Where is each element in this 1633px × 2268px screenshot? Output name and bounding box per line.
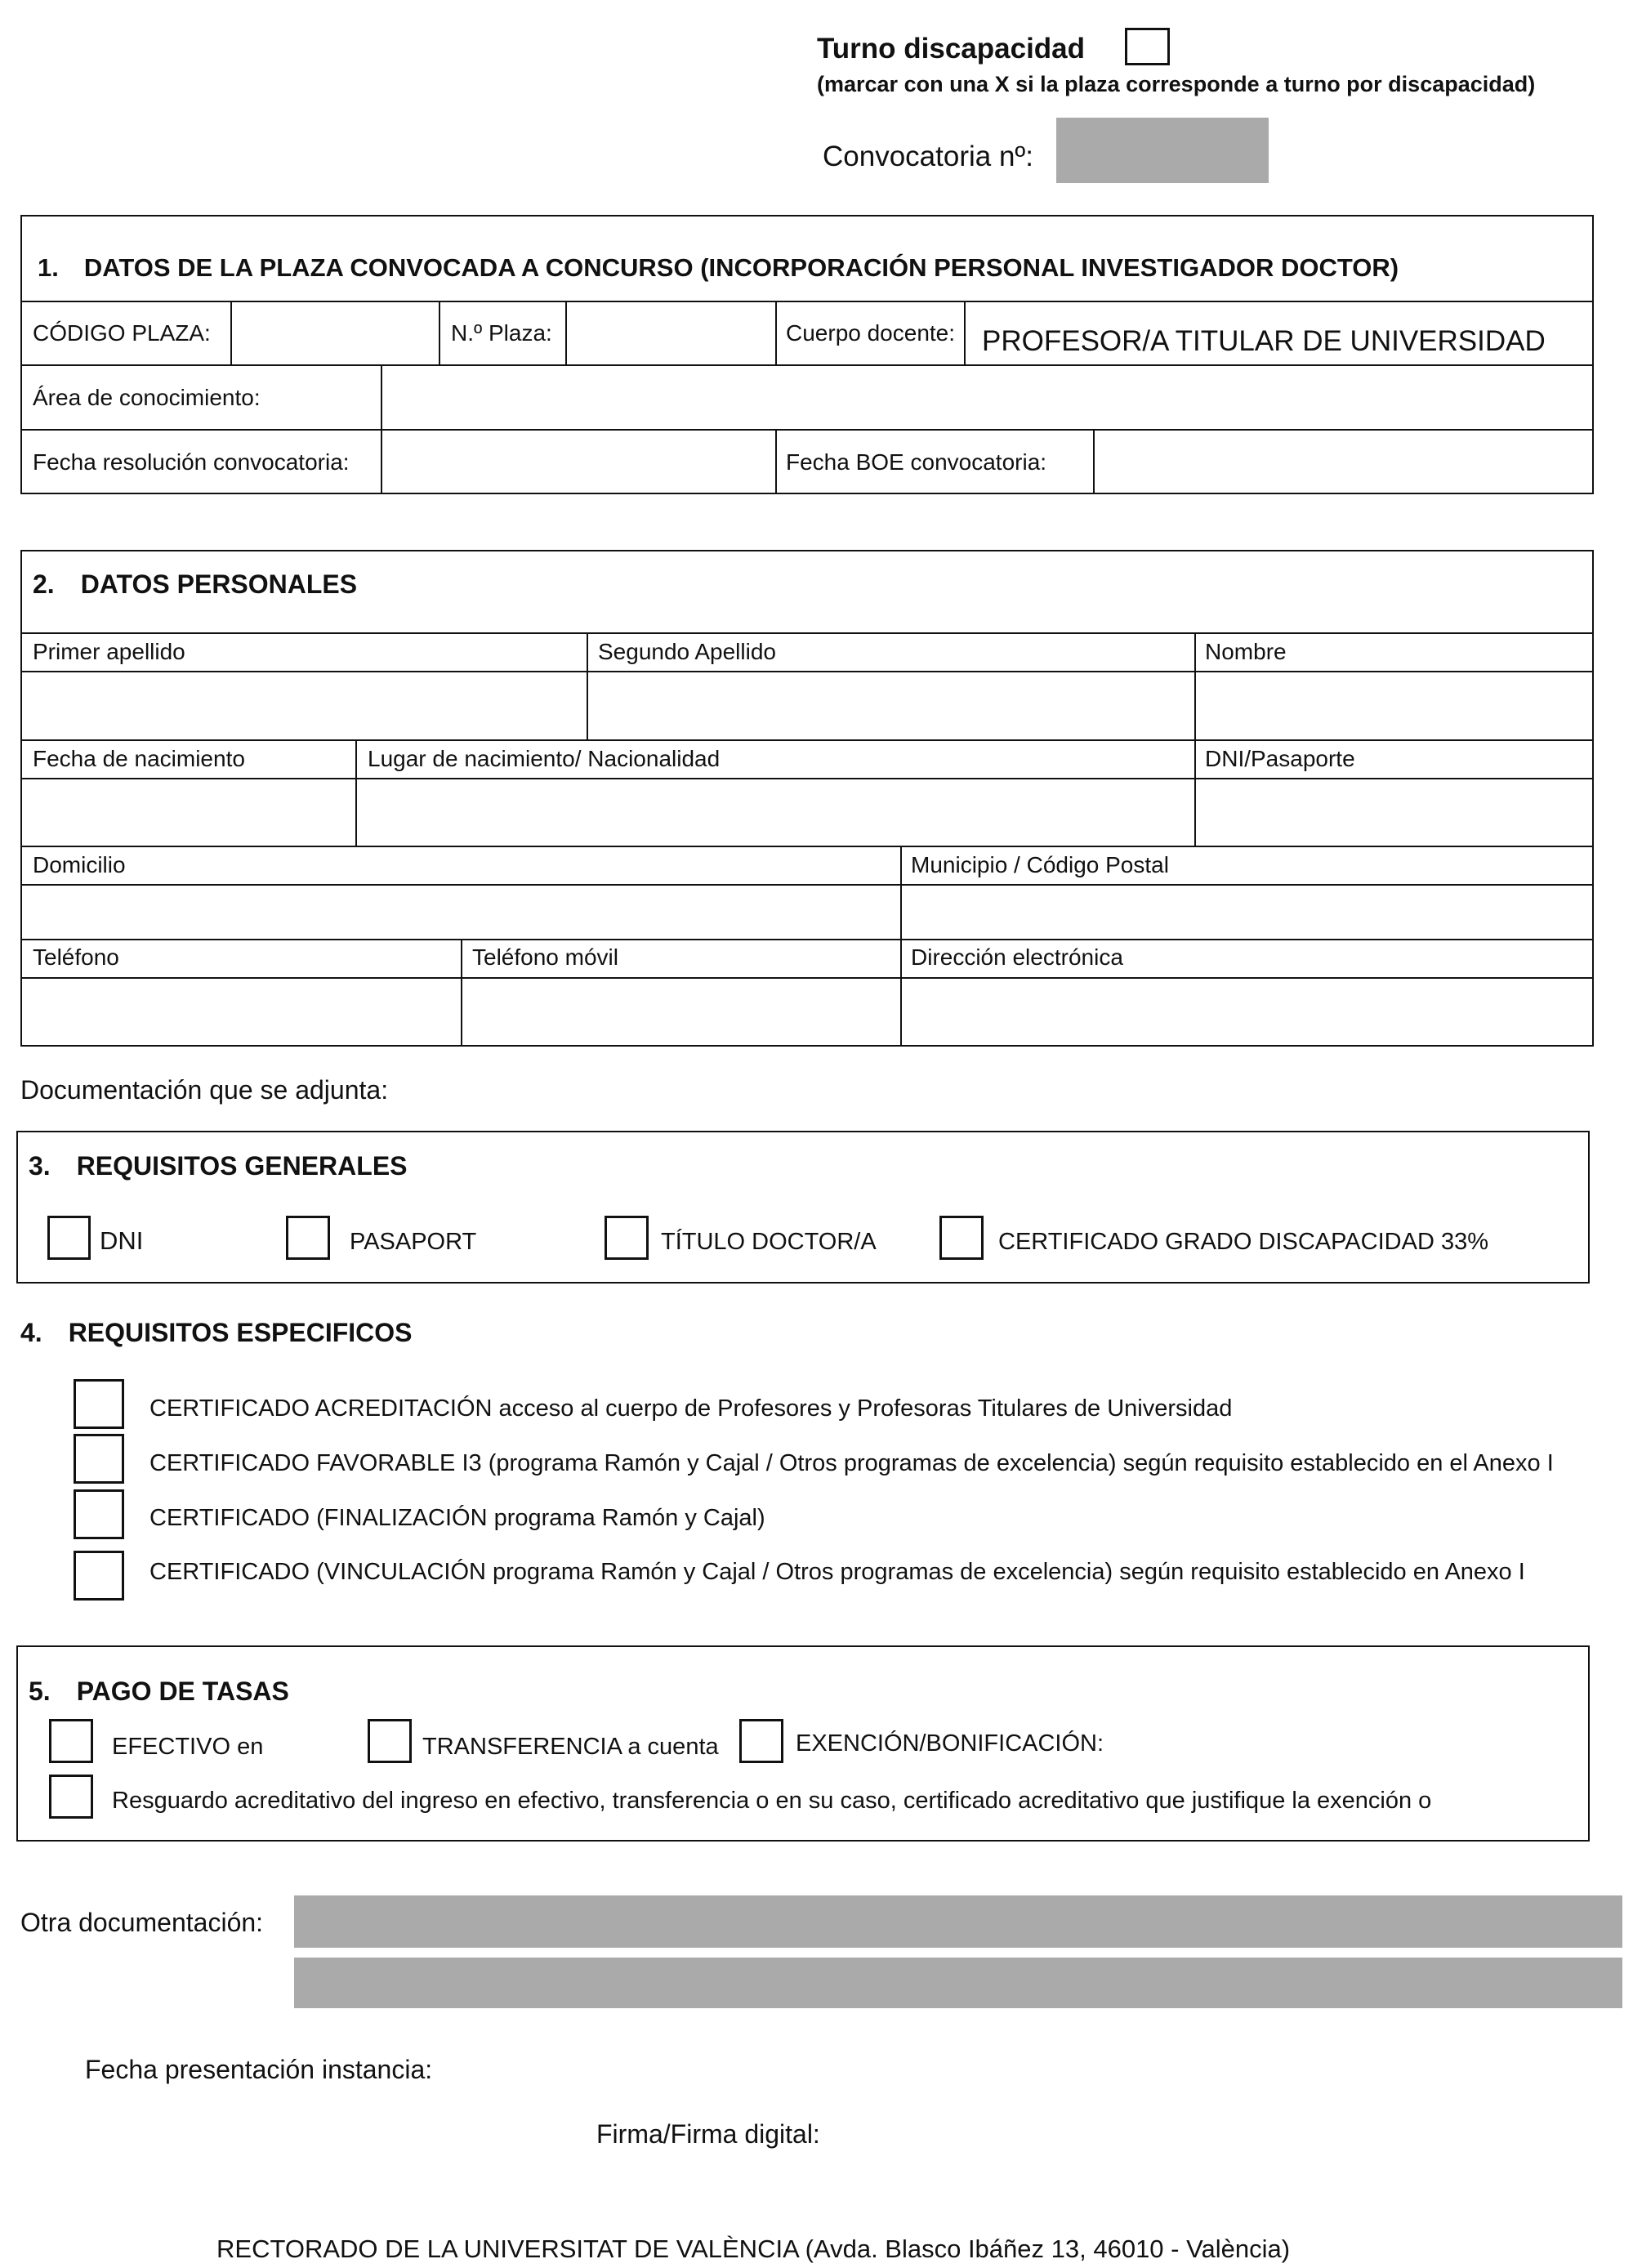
vinculacion-checkbox[interactable] (74, 1551, 124, 1601)
exencion-option-label: EXENCIÓN/BONIFICACIÓN: (796, 1730, 1104, 1757)
fecha-presentacion-label: Fecha presentación instancia: (85, 2055, 433, 2084)
favorable-i3-checkbox[interactable] (74, 1434, 124, 1484)
nplaza-field[interactable] (569, 304, 773, 363)
telefono-label: Teléfono (33, 944, 119, 970)
fecha-boe-label: Fecha BOE convocatoria: (786, 449, 1047, 475)
resguardo-checkbox[interactable] (49, 1775, 93, 1819)
domicilio-label: Domicilio (33, 852, 126, 877)
section-1-title: 1. DATOS DE LA PLAZA CONVOCADA A CONCURSO (INCORPORACIÓN PERSONAL INVESTIGADOR DOCTOR) (38, 253, 1399, 282)
municipio-label: Municipio / Código Postal (911, 852, 1169, 877)
acreditacion-option-label: CERTIFICADO ACREDITACIÓN acceso al cuerpo de Profesores y Profesoras Titulares de Universidad (149, 1395, 1233, 1422)
turno-label: Turno discapacidad (817, 33, 1086, 65)
nombre-label: Nombre (1205, 639, 1287, 664)
domicilio-field[interactable] (23, 886, 899, 937)
section-3-title: 3. REQUISITOS GENERALES (29, 1151, 408, 1181)
segundo-apellido-label: Segundo Apellido (598, 639, 776, 664)
dni-checkbox[interactable] (47, 1216, 91, 1260)
area-conocimiento-field[interactable] (384, 368, 1591, 426)
cuerpo-docente-label: Cuerpo docente: (786, 320, 956, 346)
nombre-field[interactable] (1198, 673, 1591, 739)
vinculacion-option-label: CERTIFICADO (VINCULACIÓN programa Ramón y Cajal / Otros programas de excelencia) según requisito establecido en Anexo I (149, 1559, 1525, 1585)
certificado-discapacidad-option-label: CERTIFICADO GRADO DISCAPACIDAD 33% (998, 1229, 1488, 1255)
otra-documentacion-field-2[interactable] (294, 1958, 1622, 2008)
section-4-title: 4. REQUISITOS ESPECIFICOS (20, 1318, 413, 1347)
exencion-checkbox[interactable] (739, 1719, 783, 1763)
turno-checkbox[interactable] (1125, 28, 1170, 65)
efectivo-checkbox[interactable] (49, 1719, 93, 1763)
fecha-nacimiento-field[interactable] (23, 780, 354, 844)
favorable-i3-option-label: CERTIFICADO FAVORABLE I3 (programa Ramón y Cajal / Otros programas de excelencia) según requisito establecido en el Anexo I (149, 1450, 1554, 1476)
titulo-doctor-checkbox[interactable] (605, 1216, 649, 1260)
email-label: Dirección electrónica (911, 944, 1123, 970)
lugar-nacimiento-label: Lugar de nacimiento/ Nacionalidad (368, 746, 721, 771)
primer-apellido-label: Primer apellido (33, 639, 185, 664)
resguardo-option-label: Resguardo acreditativo del ingreso en efectivo, transferencia o en su caso, certificado acreditativo que justifique la exención o (112, 1788, 1432, 1814)
footer-address: RECTORADO DE LA UNIVERSITAT DE VALÈNCIA (Avda. Blasco Ibáñez 13, 46010 - València) (216, 2235, 1291, 2263)
otra-documentacion-field-1[interactable] (294, 1895, 1622, 1948)
finalizacion-option-label: CERTIFICADO (FINALIZACIÓN programa Ramón y Cajal) (149, 1505, 765, 1531)
convocatoria-label: Convocatoria nº: (823, 141, 1033, 172)
codigo-plaza-label: CÓDIGO PLAZA: (33, 320, 211, 346)
primer-apellido-field[interactable] (23, 673, 585, 739)
titulo-doctor-option-label: TÍTULO DOCTOR/A (661, 1229, 877, 1255)
dni-pasaporte-field[interactable] (1198, 780, 1591, 844)
certificado-discapacidad-checkbox[interactable] (939, 1216, 984, 1260)
cuerpo-docente-value[interactable]: PROFESOR/A TITULAR DE UNIVERSIDAD (982, 325, 1546, 357)
telefono-field[interactable] (23, 980, 459, 1045)
convocatoria-field[interactable] (1056, 118, 1269, 183)
area-conocimiento-label: Área de conocimiento: (33, 385, 261, 410)
section-2-title: 2. DATOS PERSONALES (33, 569, 358, 599)
nplaza-label: N.º Plaza: (451, 320, 552, 346)
section-5-title: 5. PAGO DE TASAS (29, 1676, 289, 1706)
turno-note: (marcar con una X si la plaza corresponde a turno por discapacidad) (817, 72, 1536, 96)
codigo-plaza-field[interactable] (234, 304, 436, 363)
efectivo-option-label: EFECTIVO en (112, 1734, 264, 1760)
lugar-nacimiento-field[interactable] (359, 780, 1193, 844)
telefono-movil-field[interactable] (464, 980, 899, 1045)
transferencia-checkbox[interactable] (368, 1719, 412, 1763)
dni-option-label: DNI (100, 1226, 144, 1255)
email-field[interactable] (904, 980, 1591, 1045)
acreditacion-checkbox[interactable] (74, 1379, 124, 1429)
telefono-movil-label: Teléfono móvil (472, 944, 618, 970)
firma-label: Firma/Firma digital: (596, 2119, 820, 2149)
transferencia-option-label: TRANSFERENCIA a cuenta (422, 1734, 719, 1760)
documentacion-label: Documentación que se adjunta: (20, 1075, 389, 1105)
pasaport-option-label: PASAPORT (350, 1229, 477, 1255)
segundo-apellido-field[interactable] (590, 673, 1193, 739)
otra-documentacion-label: Otra documentación: (20, 1908, 264, 1937)
fecha-resolucion-field[interactable] (384, 432, 773, 491)
pasaport-checkbox[interactable] (286, 1216, 330, 1260)
finalizacion-checkbox[interactable] (74, 1489, 124, 1539)
fecha-nacimiento-label: Fecha de nacimiento (33, 746, 245, 771)
municipio-field[interactable] (904, 886, 1591, 937)
dni-pasaporte-label: DNI/Pasaporte (1205, 746, 1355, 771)
fecha-boe-field[interactable] (1096, 432, 1591, 491)
fecha-resolucion-label: Fecha resolución convocatoria: (33, 449, 350, 475)
